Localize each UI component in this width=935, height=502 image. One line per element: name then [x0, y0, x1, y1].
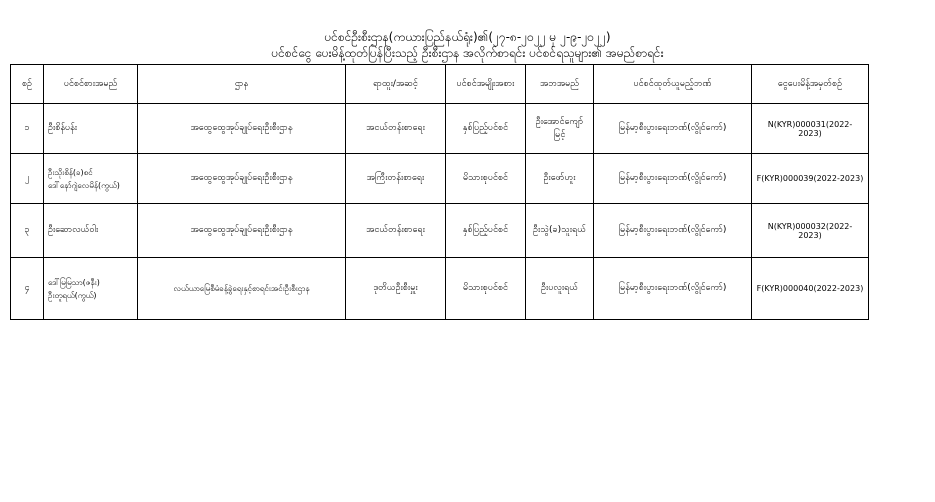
- cell-bank: မြန်မာ့စီးပွားရေးဘဏ်(လွိုင်ကော်): [594, 204, 752, 258]
- header-father-name: အဘအမည်: [526, 65, 594, 104]
- table-row: [11, 154, 869, 204]
- cell-rank: အကြီးတန်းစာရေး: [346, 154, 446, 204]
- cell-bank: မြန်မာ့စီးပွားရေးဘဏ်(လွိုင်ကော်): [594, 104, 752, 154]
- cell-department: အထွေထွေအုပ်ချုပ်ရေးဦးစီးဌာန: [138, 204, 346, 258]
- name-line: ဦးသိုးစိန်(ခ)စင်: [48, 167, 93, 177]
- cell-department: အထွေထွေအုပ်ချုပ်ရေးဦးစီးဌာန: [138, 104, 346, 154]
- name-line: ဒေါ်နော်ဂျဲလေမိန်(ကွယ်): [48, 180, 120, 190]
- header-serial: စဉ်: [11, 65, 44, 104]
- cell-pension-type: နှစ်ပြည့်ပင်စင်: [446, 204, 526, 258]
- cell-order-number: F(KYR)000039(2022-2023): [752, 154, 869, 204]
- table-header-row: [11, 65, 869, 104]
- cell-name: [44, 104, 138, 154]
- cell-order-number: N(KYR)000031(2022-2023): [752, 104, 869, 154]
- cell-bank: မြန်မာ့စီးပွားရေးဘဏ်(လွိုင်ကော်): [594, 258, 752, 320]
- cell-order-number: F(KYR)000040(2022-2023): [752, 258, 869, 320]
- table-row: [11, 104, 869, 154]
- pension-table: [10, 64, 869, 320]
- header-bank: ပင်စင်ထုတ်ယူမည့်ဘဏ်: [594, 65, 752, 104]
- cell-rank: အငယ်တန်းစာရေး: [346, 104, 446, 154]
- cell-name: [44, 204, 138, 258]
- table-row: [11, 204, 869, 258]
- header-name: ပင်စင်စားအမည်: [44, 65, 138, 104]
- cell-serial: ၃: [11, 204, 44, 258]
- cell-father-name: ဦးပလူးရယ်: [526, 258, 594, 320]
- cell-rank: ဒုတိယဦးစီးမှူး: [346, 258, 446, 320]
- cell-serial: ၄: [11, 258, 44, 320]
- header-department: ဌာန: [138, 65, 346, 104]
- cell-pension-type: မိသားစုပင်စင်: [446, 258, 526, 320]
- header-order-number: ငွေပေးမိန့်အမှတ်စဉ်: [752, 65, 869, 104]
- cell-father-name: ဦးအောင်ကျော်မြင့်: [526, 104, 594, 154]
- document-subtitle: ပင်စင်ငွေ ပေးမိန့်ထုတ်ပြန်ပြီးသည့် ဦးစီးဌာန အလိုက်စာရင်း ပင်စင်ရသူများ၏ အမည်စာရင်း: [271, 46, 664, 60]
- cell-order-number: N(KYR)000032(2022-2023): [752, 204, 869, 258]
- cell-father-name: ဦးသွဲ(ခ)သူးရယ်: [526, 204, 594, 258]
- cell-pension-type: နှစ်ပြည့်ပင်စင်: [446, 104, 526, 154]
- header-rank: ရာထူး/အဆင့်: [346, 65, 446, 104]
- cell-pension-type: မိသားစုပင်စင်: [446, 154, 526, 204]
- cell-department: အထွေထွေအုပ်ချုပ်ရေးဦးစီးဌာန: [138, 154, 346, 204]
- cell-serial: ၁: [11, 104, 44, 154]
- table-row: [11, 258, 869, 320]
- cell-name: [44, 258, 138, 320]
- name-line: ဦးစိန်ပန်း: [48, 123, 78, 133]
- cell-serial: ၂: [11, 154, 44, 204]
- header-pension-type: ပင်စင်အမျိုးအစား: [446, 65, 526, 104]
- document-title: ပင်စင်ဦးစီးဌာန(ကယားပြည်နယ်ရုံး)၏(၂၇-၈-၂၀၂၂ မှ ၂-၉-၂၀၂၂): [324, 30, 611, 44]
- name-line: ဦးတူရယ်(ကွယ်): [48, 290, 97, 300]
- cell-name: [44, 154, 138, 204]
- cell-bank: မြန်မာ့စီးပွားရေးဘဏ်(လွိုင်ကော်): [594, 154, 752, 204]
- cell-father-name: ဦးဖော်ဟူး: [526, 154, 594, 204]
- name-line: ဦးဆောလယ်ဝါး: [48, 225, 99, 235]
- cell-rank: အငယ်တန်းစာရေး: [346, 204, 446, 258]
- name-line: ဒေါ်မြမြသာ(ဇနီး): [48, 277, 100, 287]
- cell-department: လယ်ယာမြေစီမံခန့်ခွဲရေးနှင့်စာရင်းအင်းဦးစီးဌာန: [138, 258, 346, 320]
